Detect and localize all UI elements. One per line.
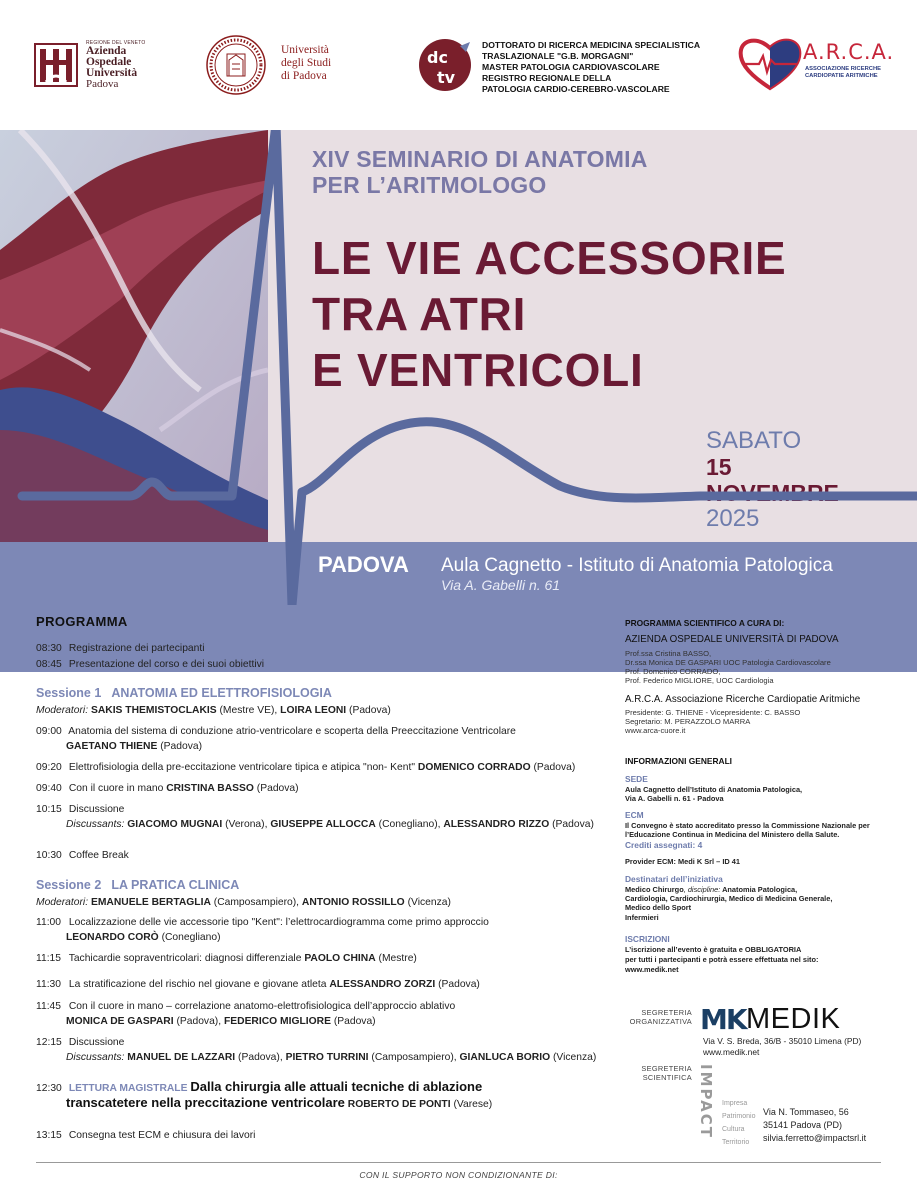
medik-address-line: Via V. S. Breda, 36/B - 35010 Limena (PD) — [703, 1036, 862, 1046]
aop-title: AZIENDA OSPEDALE UNIVERSITÀ DI PADOVA — [625, 634, 839, 645]
university-seal-icon — [205, 34, 267, 96]
item-time: 11:30 — [36, 979, 62, 990]
impact-tagline — [722, 1097, 755, 1149]
discussant-name: GIUSEPPE ALLOCCA — [270, 819, 376, 830]
logo-bar — [0, 0, 917, 130]
item-time: 08:30 — [36, 643, 62, 654]
destinatari-line: Cardiologia, Cardiochirurgia, Medico di Medicina Generale, — [625, 894, 833, 903]
sponsor-note: CON IL SUPPORTO NON CONDIZIONANTE DI: — [359, 1170, 558, 1180]
item-time: 12:30 — [36, 1083, 62, 1094]
moderators-label: Moderatori: — [36, 705, 89, 716]
speaker-place: (Padova) — [256, 783, 299, 794]
moderator-place: (Vicenza) — [407, 897, 451, 908]
impact-name: IMPACT — [697, 1064, 715, 1139]
dest-disciplines-label: , discipline: — [683, 885, 721, 894]
sede-line: Aula Cagnetto dell’Istituto di Anatomia Patologica, — [625, 785, 803, 794]
venue-place: Aula Cagnetto - Istituto di Anatomia Patologica — [441, 555, 833, 576]
moderator-name: ANTONIO ROSSILLO — [301, 897, 405, 908]
seg-label-line: SEGRETERIA — [641, 1008, 692, 1017]
programme-item — [36, 761, 575, 774]
item-text: Consegna test ECM e chiusura dei lavori — [68, 1130, 256, 1141]
programme-item — [36, 952, 417, 965]
aop-region: REGIONE DEL VENETO — [86, 40, 146, 46]
moderator-name: SAKIS THEMISTOCLAKIS — [90, 705, 217, 716]
seminar-subtitle — [312, 146, 648, 198]
date-daynum: 15 — [706, 454, 732, 480]
date-day: SABATO — [706, 427, 802, 454]
discussant-name: PIETRO TURRINI — [285, 1052, 369, 1063]
date-month: NOVEMBRE — [706, 480, 839, 506]
speaker-place: (Padova) — [438, 979, 480, 990]
aop-line4: Padova — [86, 78, 119, 90]
moderator-name: EMANUELE BERTAGLIA — [90, 897, 211, 908]
item-text: Con il cuore in mano – correlazione anatomo-elettrofisiologica dell’approccio ablativo — [68, 1001, 456, 1012]
iscrizioni-label: ISCRIZIONI — [625, 934, 670, 944]
programme-discussants — [66, 1051, 596, 1064]
arca-sub2: CARDIOPATIE ARITMICHE — [805, 73, 878, 79]
dest-discipline: Anatomia Patologica, — [722, 885, 798, 894]
destinatari-line: Medico dello Sport — [625, 903, 692, 912]
heart-ecg-icon — [737, 36, 803, 92]
item-text: Elettrofisiologia della pre-eccitazione ventricolare tipica e atipica "non- Kent" — [68, 762, 416, 773]
dctv-line2: TRASLAZIONALE "G.B. MORGAGNI" — [482, 51, 634, 61]
moderator-place: (Padova) — [349, 705, 391, 716]
speaker-place: (Conegliano) — [161, 932, 221, 943]
impact-address — [763, 1106, 866, 1145]
arca-line: Presidente: G. THIENE - Vicepresidente: C. BASSO — [625, 708, 801, 717]
lecture-title-line1: Dalla chirurgia alle attuali tecniche di ablazione — [190, 1079, 483, 1094]
session-label: Sessione 2 — [36, 878, 102, 892]
organizing-secretariat-label — [620, 1008, 692, 1026]
ecm-line: Il Convegno è stato accreditato presso la Commissione Nazionale per — [625, 821, 870, 830]
session-moderators — [36, 704, 391, 717]
item-text: La stratificazione del rischio nel giovane e giovane atleta — [68, 979, 327, 990]
lecture-title-line2: transcatetere nella preccitazione ventricolare — [66, 1095, 345, 1110]
discussant-name: ALESSANDRO RIZZO — [443, 819, 550, 830]
programme-item — [36, 1129, 255, 1142]
item-time: 09:00 — [36, 726, 62, 737]
programme-lecture — [36, 1080, 482, 1095]
discussant-place: (Padova) — [552, 819, 594, 830]
unipd-line2: degli Studi — [281, 57, 332, 69]
venue-band — [0, 543, 917, 605]
session-title: ANATOMIA ED ELETTROFISIOLOGIA — [111, 686, 332, 700]
item-time: 12:15 — [36, 1037, 62, 1048]
speaker-place: (Padova) — [333, 1016, 376, 1027]
discussants-label: Discussants: — [66, 1052, 125, 1063]
dctv-line3: MASTER PATOLOGIA CARDIOVASCOLARE — [482, 62, 660, 72]
dctv-line4: REGISTRO REGIONALE DELLA — [482, 73, 612, 83]
hero-banner — [0, 130, 917, 605]
medik-name: MEDIK — [746, 1003, 841, 1035]
moderator-place: (Camposampiero), — [213, 897, 300, 908]
discussant-place: (Conegliano), — [378, 819, 441, 830]
programme-item — [36, 642, 205, 655]
aop-logo — [34, 40, 194, 92]
speaker-name: FEDERICO MIGLIORE — [223, 1016, 331, 1027]
date-year: 2025 — [706, 505, 760, 532]
ecm-credits: Crediti assegnati: 4 — [625, 840, 703, 850]
item-time: 11:15 — [36, 953, 62, 964]
medik-logo — [700, 1003, 860, 1035]
speaker-place: (Mestre) — [378, 953, 417, 964]
programme-item — [36, 782, 299, 795]
speaker-place: (Padova), — [176, 1016, 222, 1027]
event-date — [706, 428, 839, 532]
hospital-building-icon — [34, 42, 78, 88]
programme-item — [36, 1000, 455, 1013]
item-text: Registrazione dei partecipanti — [68, 643, 205, 654]
impact-tag: Patrimonio — [722, 1113, 756, 1120]
item-time: 10:30 — [36, 850, 62, 861]
iscrizioni-line: L’iscrizione all’evento è gratuita e OBBLIGATORIA — [625, 945, 802, 954]
item-text: Coffee Break — [68, 850, 129, 861]
scientific-heading: PROGRAMMA SCIENTIFICO A CURA DI: — [625, 618, 785, 628]
ecm-label: ECM — [625, 810, 644, 820]
arca-sub1: ASSOCIAZIONE RICERCHE — [805, 66, 882, 72]
discussant-place: (Padova), — [238, 1052, 283, 1063]
item-time: 09:40 — [36, 783, 62, 794]
arca-name: A.R.C.A. — [803, 40, 895, 64]
impact-address-line: Via N. Tommaseo, 56 — [763, 1107, 849, 1117]
seg-label-line: SEGRETERIA — [641, 1064, 692, 1073]
svg-text:tv: tv — [437, 68, 456, 87]
programme-item — [36, 725, 516, 738]
unipd-logo — [205, 34, 355, 96]
session-moderators — [36, 896, 451, 909]
discussant-place: (Vicenza) — [553, 1052, 597, 1063]
aop-line3: Università — [86, 67, 138, 79]
seminar-title-line1: LE VIE ACCESSORIE — [312, 232, 787, 284]
discussants-label: Discussants: — [66, 819, 125, 830]
destinatari-label: Destinatari dell’iniziativa — [625, 874, 723, 884]
item-time: 09:20 — [36, 762, 62, 773]
speaker-name: CRISTINA BASSO — [166, 783, 254, 794]
sede-label: SEDE — [625, 774, 648, 784]
medik-monogram: MK — [700, 1003, 746, 1036]
session-label: Sessione 1 — [36, 686, 102, 700]
aop-line2: Ospedale — [86, 56, 132, 68]
unipd-line1: Università — [281, 44, 329, 56]
item-time: 08:45 — [36, 659, 62, 670]
seminar-title — [312, 230, 787, 398]
programme-lecture-cont — [66, 1096, 492, 1111]
item-time: 11:00 — [36, 917, 62, 928]
aop-line: Prof. Domenico CORRADO, — [625, 667, 721, 676]
programme-speaker — [66, 1015, 376, 1028]
aop-line: Prof.ssa Cristina BASSO, — [625, 649, 712, 658]
programme-item — [36, 1036, 124, 1049]
dctv-emblem-icon — [418, 38, 474, 92]
impact-tag: Cultura — [722, 1126, 745, 1133]
session-2-heading — [36, 878, 239, 892]
unipd-line3: di Padova — [281, 70, 327, 82]
programme-item — [36, 978, 480, 991]
impact-logo — [697, 1062, 721, 1142]
dctv-line5: PATOLOGIA CARDIO-CEREBRO-VASCOLARE — [482, 84, 670, 94]
medik-website[interactable]: www.medik.net — [703, 1047, 760, 1057]
item-time: 10:15 — [36, 804, 62, 815]
arca-title: A.R.C.A. Associazione Ricerche Cardiopatie Aritmiche — [625, 694, 861, 705]
programme-item — [36, 803, 124, 816]
info-heading: INFORMAZIONI GENERALI — [625, 756, 733, 766]
discussant-place: (Verona), — [225, 819, 268, 830]
item-text: Con il cuore in mano — [68, 783, 164, 794]
moderator-place: (Mestre VE), — [219, 705, 278, 716]
ecm-line: l’Educazione Continua in Medicina del Ministero della Salute. — [625, 830, 840, 839]
histology-image — [0, 130, 268, 542]
footer-divider — [36, 1162, 881, 1163]
scientific-secretariat-label — [620, 1064, 692, 1082]
impact-tag: Territorio — [722, 1139, 750, 1146]
dctv-line1: DOTTORATO DI RICERCA MEDICINA SPECIALISTICA — [482, 40, 701, 50]
item-text: Discussione — [68, 804, 125, 815]
discussant-name: MANUEL DE LAZZARI — [127, 1052, 236, 1063]
discussant-place: (Camposampiero), — [371, 1052, 457, 1063]
programme-item — [36, 916, 489, 929]
iscrizioni-line: per tutti i partecipanti e potrà essere effettuata nel sito: — [625, 955, 819, 964]
item-text: Localizzazione delle vie accessorie tipo "Kent": l’elettrocardiogramma come primo approccio — [68, 917, 489, 928]
item-text: Tachicardie sopraventricolari: diagnosi differenziale — [68, 953, 302, 964]
aop-line: Dr.ssa Monica DE GASPARI UOC Patologia Cardiovascolare — [625, 658, 831, 667]
session-1-heading — [36, 686, 332, 700]
speaker-place: (Padova) — [160, 741, 202, 752]
svg-text:dc: dc — [427, 48, 448, 67]
programme-item — [36, 658, 264, 671]
speaker-name: LEONARDO CORÒ — [66, 932, 159, 943]
moderators-label: Moderatori: — [36, 897, 89, 908]
programme-heading: PROGRAMMA — [36, 614, 128, 629]
item-time: 11:45 — [36, 1001, 62, 1012]
seg-label-line: SCIENTIFICA — [642, 1073, 692, 1082]
moderator-name: LOIRA LEONI — [280, 705, 347, 716]
item-text: Anatomia del sistema di conduzione atrio-ventricolare e scoperta della Preeccitazione Ventricolare — [68, 726, 516, 737]
speaker-name: DOMENICO CORRADO — [417, 762, 531, 773]
speaker-name: GAETANO THIENE — [66, 741, 158, 752]
arca-line: Segretario: M. PERAZZOLO MARRA — [625, 717, 751, 726]
ecm-provider: Provider ECM: Medi K Srl – ID 41 — [625, 857, 740, 866]
seminar-title-line2: TRA ATRI — [312, 288, 527, 340]
session-title: LA PRATICA CLINICA — [111, 878, 240, 892]
seminar-title-line3: E VENTRICOLI — [312, 344, 644, 396]
discussant-name: GIANLUCA BORIO — [459, 1052, 551, 1063]
item-text: Presentazione del corso e dei suoi obiettivi — [68, 659, 265, 670]
venue-address: Via A. Gabelli n. 61 — [441, 577, 561, 593]
programme-speaker — [66, 931, 221, 944]
arca-website: www.arca-cuore.it — [625, 726, 686, 735]
speaker-place: (Varese) — [453, 1099, 493, 1110]
seminar-subtitle-line2: PER L’ARITMOLOGO — [312, 172, 547, 198]
discussant-name: GIACOMO MUGNAI — [127, 819, 223, 830]
item-text: Discussione — [68, 1037, 125, 1048]
arca-logo — [737, 36, 897, 92]
speaker-place: (Padova) — [533, 762, 576, 773]
speaker-name: MONICA DE GASPARI — [66, 1016, 174, 1027]
dest-profession: Medico Chirurgo — [625, 885, 684, 894]
programme-discussants — [66, 818, 594, 831]
item-time: 13:15 — [36, 1130, 62, 1141]
impact-tag: Impresa — [722, 1100, 748, 1107]
speaker-name: ROBERTO DE PONTI — [347, 1099, 451, 1110]
sede-line: Via A. Gabelli n. 61 - Padova — [625, 794, 724, 803]
destinatari-line: Infermieri — [625, 913, 659, 922]
seg-label-line: ORGANIZZATIVA — [629, 1017, 692, 1026]
impact-address-line: 35141 Padova (PD) — [763, 1120, 843, 1130]
speaker-name: ALESSANDRO ZORZI — [329, 979, 436, 990]
programme-item — [36, 849, 129, 862]
registration-link[interactable]: www.medik.net — [625, 965, 679, 974]
speaker-name: PAOLO CHINA — [304, 953, 376, 964]
seminar-subtitle-line1: XIV SEMINARIO DI ANATOMIA — [312, 146, 648, 172]
medik-address — [703, 1036, 861, 1058]
aop-line: Prof. Federico MIGLIORE, UOC Cardiologia — [625, 676, 774, 685]
venue-city: PADOVA — [318, 552, 409, 577]
dctv-logo — [418, 38, 708, 96]
aop-line1: Azienda — [86, 45, 127, 57]
programme-speaker — [66, 740, 202, 753]
impact-email[interactable]: silvia.ferretto@impactsrl.it — [763, 1133, 867, 1143]
lecture-label: LETTURA MAGISTRALE — [68, 1083, 188, 1094]
